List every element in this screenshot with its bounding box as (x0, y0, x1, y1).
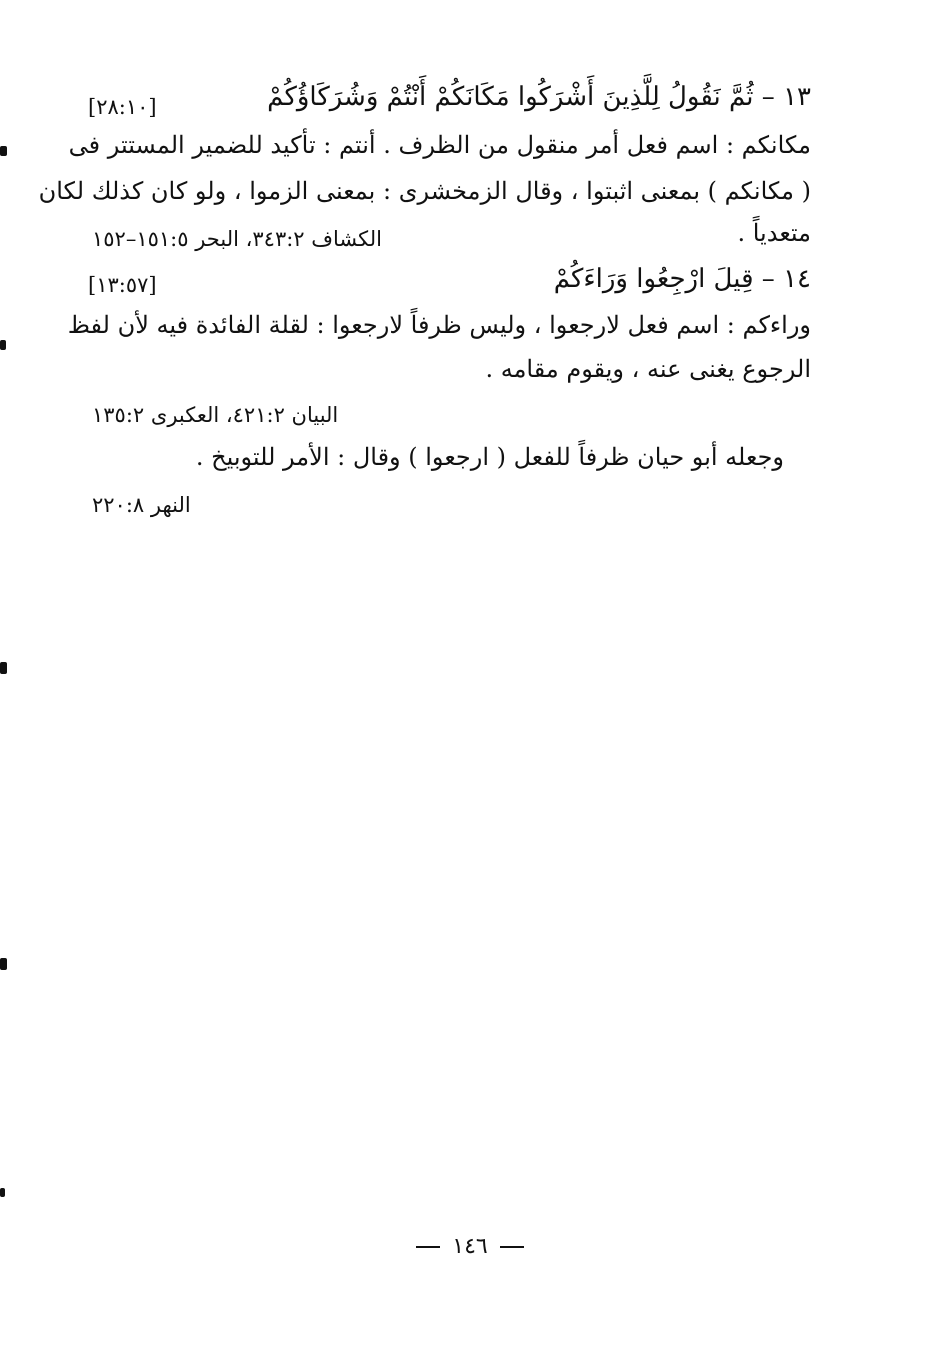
margin-mark-4 (0, 958, 7, 970)
page-footer (380, 1232, 560, 1262)
entry-13-body-line-3: متعدياً . (737, 219, 811, 247)
entry-13-body-line-1: مكانكم : اسم فعل أمر منقول من الظرف . أنتم : تأكيد للضمير المستتر فى (68, 131, 811, 159)
margin-mark-3 (0, 662, 7, 674)
entry-13-body-line-2: ( مكانكم ) بمعنى اثبتوا ، وقال الزمخشرى : بمعنى الزموا ، ولو كان كذلك لكان (38, 177, 811, 205)
page-number: ١٤٦ (452, 1234, 488, 1259)
verse-13-reference: [٢٨:١٠] (88, 95, 157, 119)
margin-mark-5 (0, 1188, 5, 1197)
entry-14-extra-line: وجعله أبو حيان ظرفاً للفعل ( ارجعوا ) وقال : الأمر للتوبيخ . (195, 443, 784, 471)
entry-14-body-line-2: الرجوع يغنى عنه ، ويقوم مقامه . (485, 355, 811, 383)
footer-dash-right (500, 1246, 524, 1248)
margin-mark-2 (0, 340, 6, 350)
entry-14-extra-citation: النهر ٢٢٠:٨ (92, 493, 191, 517)
footer-dash-left (416, 1246, 440, 1248)
verse-13: ١٣ – ثُمَّ نَقُولُ لِلَّذِينَ أَشْرَكُوا مَكَانَكُمْ أَنْتُمْ وَشُرَكَاؤُكُمْ (267, 82, 811, 112)
verse-14: ١٤ – قِيلَ ارْجِعُوا وَرَاءَكُمْ (553, 264, 811, 294)
entry-13-citation: الكشاف ٣٤٣:٢، البحر ١٥١:٥–١٥٢ (92, 227, 383, 251)
entry-14-body-line-1: وراءكم : اسم فعل لارجعوا ، وليس ظرفاً لارجعوا : لقلة الفائدة فيه لأن لفظ (67, 311, 811, 339)
verse-14-reference: [١٣:٥٧] (88, 273, 157, 297)
margin-mark-1 (0, 146, 7, 156)
entry-14-citation: البيان ٤٢١:٢، العكبرى ١٣٥:٢ (92, 403, 339, 427)
